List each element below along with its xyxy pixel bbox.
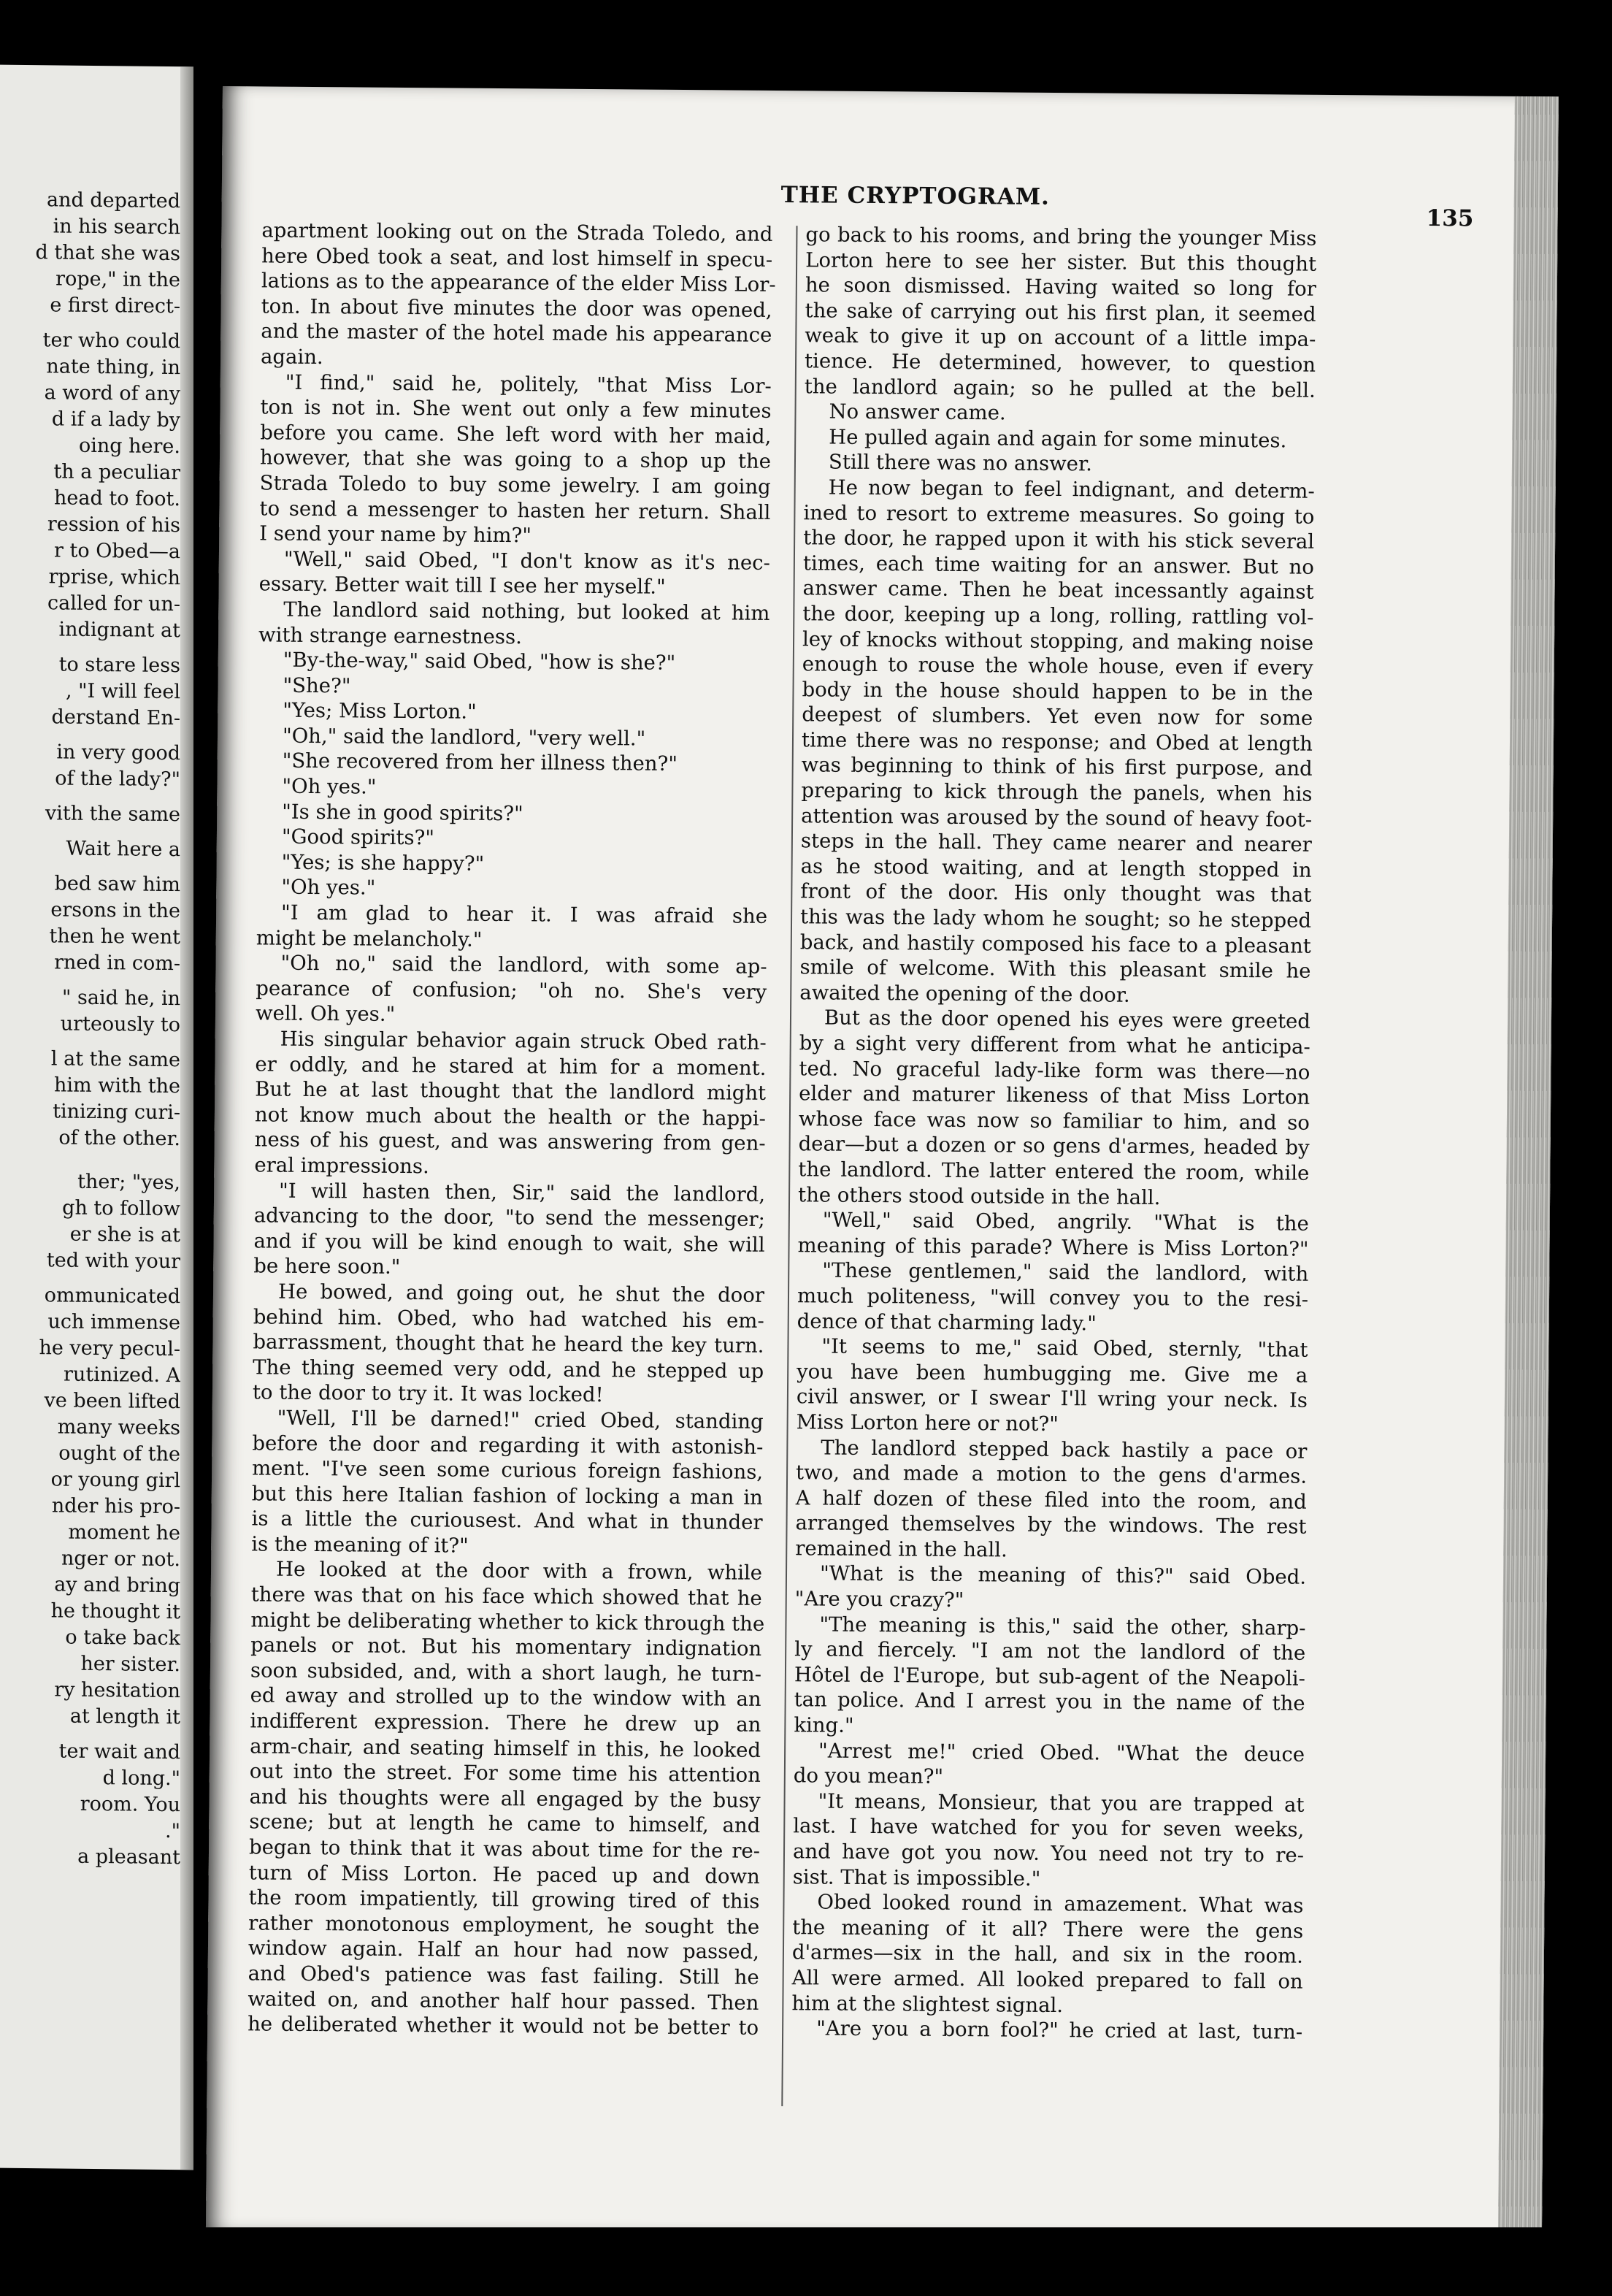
text-line: nder his pro-	[51, 1494, 180, 1519]
text-column-left	[246, 218, 776, 2244]
text-line: and the master of the hotel made his appearance	[261, 319, 772, 348]
text-line: the sake of carrying out his first plan, it seemed	[805, 299, 1316, 326]
text-line: dear—but a dozen or so gens d'armes, headed by	[798, 1132, 1310, 1160]
text-line: nate thing, in	[46, 355, 180, 380]
text-line: before you came. She left word with her maid,	[260, 421, 772, 448]
text-line: do you mean?"	[793, 1764, 944, 1789]
text-line: but this here Italian fashion of locking a man in	[251, 1482, 763, 1509]
text-line: bed saw him	[54, 872, 180, 897]
text-line: All were armed. All looked prepared to fall on	[791, 1966, 1303, 1994]
text-line: to send a messenger to hasten her return. Shall	[259, 496, 771, 524]
text-line: a pleasant	[77, 1845, 180, 1870]
text-line: weak to give it up on account of a little impa-	[805, 324, 1316, 352]
text-line: d if a lady by	[51, 407, 180, 432]
text-line: "The meaning is this," said the other, sharp-	[819, 1612, 1306, 1640]
text-line: scene; but at length he came to himself, and	[249, 1810, 761, 1838]
previous-page-fragment	[0, 65, 193, 2170]
text-line: Lorton here to see her sister. But this thought	[805, 248, 1317, 276]
text-line: "Good spirits?"	[281, 824, 435, 850]
text-line: was beginning to think of his first purpose, and	[801, 753, 1313, 781]
text-line: much politeness, "will convey you to the resi-	[797, 1284, 1309, 1312]
text-line: But he at last thought that the landlord might	[255, 1077, 767, 1106]
text-line: indifferent expression. There he drew up an	[250, 1709, 761, 1737]
text-line: But as the door opened his eyes were greeted	[824, 1006, 1311, 1034]
text-line: "Yes; Miss Lorton."	[283, 698, 477, 724]
text-line: Strada Toledo to buy some jewelry. I am going	[259, 471, 771, 499]
text-line: Still there was no answer.	[828, 450, 1093, 476]
text-line: His singular behavior again struck Obed rath-	[280, 1027, 767, 1055]
text-line: and have got you now. You need not try to re-	[792, 1840, 1305, 1867]
text-line: ined to resort to extreme measures. So going to	[803, 500, 1315, 529]
text-line: er oddly, and he stared at him for a moment.	[255, 1052, 767, 1080]
text-line: attention was aroused by the sound of heavy foot-	[801, 803, 1313, 832]
text-line: ersons in the	[50, 898, 180, 923]
text-line: "These gentlemen," said the landlord, with	[822, 1258, 1309, 1287]
text-line: l at the same	[50, 1047, 180, 1072]
text-line: window again. Half an hour had now passed,	[247, 1936, 760, 1964]
text-line: ment. "I've seen some curious foreign fashions,	[252, 1456, 764, 1484]
text-line: king."	[794, 1713, 854, 1737]
text-line: at length it	[69, 1704, 180, 1729]
text-line: here Obed took a seat, and lost himself in specu-	[261, 244, 773, 272]
book-page	[206, 86, 1559, 2240]
text-line: rather monotonous employment, he sought the	[248, 1911, 760, 1939]
text-line: "It seems to me," said Obed, sternly, "that	[821, 1334, 1308, 1362]
text-line: in his search	[53, 215, 180, 240]
text-line: Miss Lorton here or not?"	[796, 1410, 1059, 1436]
text-line: moment he	[68, 1520, 180, 1545]
text-line: "Well," said Obed, "I don't know as it's nec-	[283, 547, 771, 575]
running-head: THE CRYPTOGRAM.	[780, 182, 1051, 210]
text-line: well. Oh yes."	[255, 1001, 396, 1027]
text-line: out into the street. For some time his attention	[249, 1759, 761, 1788]
text-line: remained in the hall.	[795, 1537, 1008, 1562]
text-line: a word of any	[44, 381, 180, 406]
text-line: him at the slightest signal.	[791, 1991, 1064, 2017]
text-line: ought of the	[58, 1442, 180, 1466]
text-line: He bowed, and going out, he shut the door	[277, 1279, 765, 1307]
text-line: "Yes; is she happy?"	[281, 850, 485, 876]
text-line: lations as to the appearance of the elder Miss Lor-	[261, 269, 776, 297]
text-line: vith the same	[45, 802, 180, 827]
text-line: the room impatiently, till growing tired of this	[248, 1886, 760, 1914]
page-gutter	[180, 66, 193, 2170]
text-line: deepest of slumbers. Yet even now for some	[802, 703, 1313, 731]
text-line: last. I have watched for you for seven weeks,	[793, 1814, 1305, 1842]
text-line: rope," in the	[55, 267, 180, 292]
text-line: turn of Miss Lorton. He paced up and down	[248, 1860, 760, 1889]
text-line: head to foot.	[54, 486, 180, 511]
text-line: meaning of this parade? Where is Miss Lorton?"	[797, 1233, 1309, 1261]
text-line: "Is she in good spirits?"	[282, 800, 523, 825]
text-line: by a sight very different from what he anticipa-	[799, 1031, 1310, 1059]
text-line: before the door and regarding it with astonish-	[252, 1431, 764, 1459]
text-line: indignant at	[58, 618, 180, 643]
text-line: I send your name by him?"	[259, 521, 532, 548]
text-line: , "I will feel	[65, 679, 180, 704]
text-line: th a peculiar	[53, 460, 180, 485]
text-line: ve been lifted	[44, 1389, 180, 1414]
text-line: A half dozen of these filed into the room, and	[795, 1485, 1307, 1514]
text-line: He now began to feel indignant, and determ-	[828, 475, 1315, 503]
text-line: ly and fiercely. "I am not the landlord of the	[794, 1637, 1306, 1665]
text-line: "I find," said he, politely, "that Miss Lor-	[285, 370, 772, 398]
text-line: The thing seemed very odd, and he stepped up	[253, 1355, 764, 1383]
text-line: times, each time waiting for an answer. But no	[802, 551, 1315, 579]
text-line: ed away and strolled up to the window with an	[250, 1683, 761, 1712]
text-line: ther; "yes,	[77, 1170, 180, 1195]
text-line: "Are you crazy?"	[794, 1587, 964, 1612]
text-line: answer came. Then he beat incessantly against	[802, 576, 1314, 605]
text-line: tinizing curi-	[53, 1100, 180, 1125]
text-line: dence of that charming lady."	[797, 1309, 1097, 1335]
text-line: soon subsided, and, with a short laugh, he turn-	[250, 1658, 762, 1686]
text-line: the landlord. The latter entered the room, while	[798, 1157, 1310, 1185]
text-line: The landlord stepped back hastily a pace or	[821, 1435, 1308, 1463]
text-line: "Oh yes."	[282, 774, 377, 799]
text-line: he thought it	[50, 1599, 180, 1624]
text-line: oing here.	[79, 434, 180, 459]
text-line: ter wait and	[58, 1740, 180, 1764]
text-line: her sister.	[80, 1652, 180, 1677]
text-line: derstand En-	[51, 705, 180, 730]
text-line: "Well," said Obed, angrily. "What is the	[822, 1208, 1309, 1236]
text-line: smile of welcome. With this pleasant smile he	[799, 955, 1311, 983]
text-line: urteously to	[60, 1012, 180, 1037]
text-line: preparing to kick through the panels, when his	[801, 778, 1313, 806]
text-line: essary. Better wait till I see her myself."	[258, 572, 666, 600]
text-line: rned in com-	[54, 951, 180, 976]
text-line: however, that she was going to a shop up the	[259, 445, 772, 474]
text-line: panels or not. But his momentary indignation	[250, 1633, 762, 1661]
text-line: ley of knocks without stopping, and making noise	[802, 627, 1314, 655]
text-line: Wait here a	[66, 837, 180, 862]
text-line: behind him. Obed, who had watched his em-	[253, 1304, 764, 1333]
text-line: began to think that it was about time for the re-	[248, 1835, 761, 1863]
text-line: go back to his rooms, and bring the younger Miss	[805, 223, 1317, 250]
text-line: back, and hastily composed his face to a pleasant	[799, 930, 1311, 958]
text-line: two, and made a motion to the gens d'armes.	[795, 1461, 1308, 1488]
text-line: advancing to the door, "to send the messenger;	[253, 1204, 765, 1232]
text-line: elder and maturer likeness of that Miss Lorton	[799, 1082, 1310, 1109]
text-line: body in the house should happen to be in the	[802, 677, 1313, 705]
text-line: not know much about the health or the happi-	[254, 1103, 767, 1130]
text-line: or young girl	[50, 1468, 180, 1493]
text-line: there was that on his face which showed that he	[250, 1583, 762, 1610]
text-line: the landlord again; so he pulled at the bell.	[804, 374, 1316, 402]
text-line: many weeks	[57, 1415, 180, 1440]
text-line: He pulled again and again for some minutes.	[829, 425, 1287, 453]
text-line: gh to follow	[62, 1196, 180, 1221]
text-line: and his thoughts were all engaged by the busy	[249, 1785, 761, 1813]
text-line: nger or not.	[61, 1547, 180, 1572]
text-line: ression of his	[47, 513, 180, 537]
text-line: and if you will be kind enough to wait, she will	[253, 1229, 765, 1257]
text-line: arranged themselves by the windows. The rest	[795, 1511, 1307, 1539]
text-line: and departed	[46, 188, 180, 213]
text-line: ted with your	[46, 1249, 180, 1274]
previous-page-text	[0, 65, 193, 1870]
text-line: the door, keeping up a long, rolling, rattling vol-	[802, 602, 1314, 630]
text-line: him with the	[54, 1074, 180, 1098]
text-line: whose face was now so familiar to him, and so	[798, 1107, 1310, 1135]
text-line: of the lady?"	[55, 767, 180, 792]
text-line: arm-chair, and seating himself in this, he looked	[250, 1734, 761, 1762]
text-line: this was the lady whom he sought; so he stepped	[799, 905, 1312, 933]
text-line: ton is not in. She went out only a few minutes	[260, 395, 772, 424]
text-line: rprise, which	[48, 565, 180, 590]
text-line: to the door to try it. It was locked!	[252, 1380, 604, 1407]
text-line: " said he, in	[61, 986, 180, 1011]
text-line: The landlord said nothing, but looked at him	[283, 597, 770, 625]
text-line: and Obed's patience was fast failing. Still he	[247, 1962, 759, 1989]
text-line: ness of his guest, and was answering from gen-	[254, 1128, 766, 1156]
text-line: "Oh yes."	[281, 876, 376, 900]
text-line: in very good	[56, 741, 180, 765]
text-line: "She recovered from her illness then?"	[282, 749, 678, 776]
text-line: the meaning of it all? There were the gens	[792, 1915, 1304, 1943]
text-line: is the meaning of it?"	[251, 1532, 469, 1558]
text-line: room. You	[80, 1792, 180, 1817]
text-line: eral impressions.	[254, 1153, 429, 1179]
text-line: as he stood waiting, and at length stopped in	[800, 854, 1312, 882]
text-line: barrassment, thought that he heard the key turn.	[253, 1330, 764, 1358]
text-line: again.	[260, 345, 323, 370]
text-line: ay and bring	[54, 1573, 180, 1598]
text-line: with strange earnestness.	[258, 622, 523, 648]
text-line: "She?"	[283, 673, 351, 698]
text-line: "By-the-way," said Obed, "how is she?"	[283, 648, 676, 675]
text-line: e first direct-	[50, 294, 180, 318]
text-line: steps in the hall. They came nearer and nearer	[800, 829, 1313, 857]
text-line: ry hesitation	[54, 1678, 180, 1703]
text-line: "It means, Monsieur, that you are trapped at	[818, 1789, 1305, 1817]
text-line: is a little the curiousest. And what in thunder	[251, 1507, 763, 1535]
text-line: "Oh," said the landlord, "very well."	[282, 724, 646, 751]
text-line: "I will hasten then, Sir," said the landlord,	[278, 1179, 766, 1206]
text-line: r to Obed—a	[54, 539, 180, 564]
text-line: ommunicated	[44, 1284, 180, 1309]
text-line: front of the door. His only thought was that	[800, 879, 1312, 908]
text-line: ter who could	[42, 329, 180, 353]
text-line: you have been humbugging me. Give me a	[797, 1359, 1308, 1388]
text-line: be here soon."	[253, 1254, 401, 1279]
text-line: tience. He determined, however, to question	[804, 349, 1316, 377]
text-line: er she is at	[69, 1222, 180, 1247]
text-line: called for un-	[47, 592, 180, 616]
text-line: d'armes—six in the hall, and six in the room.	[791, 1940, 1304, 1969]
text-line: "Arrest me!" cried Obed. "What the deuce	[818, 1739, 1305, 1767]
text-line: "Are you a born fool?" he cried at last, turn-	[816, 2016, 1303, 2044]
text-line: "Oh no," said the landlord, with some ap-	[280, 951, 767, 979]
text-line: sist. That is impossible."	[792, 1864, 1041, 1891]
text-line: ton. In about five minutes the door was opened,	[261, 294, 772, 322]
text-line: "Well, I'll be darned!" cried Obed, standing	[277, 1406, 764, 1434]
text-line: awaited the opening of the door.	[799, 981, 1130, 1007]
text-line: Obed looked round in amazement. What was	[817, 1890, 1304, 1918]
text-line: enough to rouse the whole house, even if every	[802, 652, 1313, 680]
text-line: d long."	[102, 1767, 180, 1791]
text-line: "What is the meaning of this?" said Obed.	[819, 1561, 1307, 1590]
text-line: he deliberated whether it would not be better to	[247, 2012, 759, 2040]
text-line: pearance of confusion; "oh no. She's very	[256, 976, 767, 1004]
text-line: tan police. And I arrest you in the name of the	[794, 1688, 1305, 1716]
text-line: d that she was	[35, 241, 180, 266]
text-column-right	[790, 222, 1317, 2249]
text-line: the door, he rapped upon it with his stick several	[803, 526, 1315, 554]
text-line: time there was no response; and Obed at length	[801, 728, 1313, 756]
text-line: "I am glad to hear it. I was afraid she	[280, 900, 768, 928]
text-line: Hôtel de l'Europe, but sub-agent of the Neapoli-	[794, 1663, 1306, 1691]
text-line: he very pecul-	[39, 1336, 180, 1361]
text-line: waited on, and another half hour passed. Then	[247, 1986, 759, 2015]
text-line: to stare less	[58, 653, 180, 678]
scan-background	[0, 2227, 1612, 2296]
text-line: of the other.	[58, 1126, 180, 1151]
text-line: the others stood outside in the hall.	[797, 1182, 1161, 1209]
text-line: might be melancholy."	[256, 926, 483, 952]
text-line: ."	[164, 1819, 180, 1843]
text-line: No answer came.	[829, 399, 1006, 425]
text-line: ted. No graceful lady-like form was there—no	[799, 1056, 1310, 1084]
text-line: then he went	[49, 925, 180, 949]
page-edges	[1498, 96, 1559, 2240]
text-line: apartment looking out on the Strada Toledo, and	[261, 218, 773, 246]
text-line: civil answer, or I swear I'll wring your neck. Is	[796, 1385, 1308, 1413]
text-line: rutinized. A	[64, 1363, 180, 1388]
text-line: He looked at the door with a frown, while	[275, 1558, 763, 1585]
text-line: uch immense	[47, 1310, 180, 1335]
page-number: 135	[1426, 204, 1474, 232]
text-line: he soon dismissed. Having waited so long for	[805, 273, 1316, 301]
text-line: o take back	[65, 1626, 180, 1650]
text-line: might be deliberating whether to kick through the	[250, 1608, 765, 1636]
